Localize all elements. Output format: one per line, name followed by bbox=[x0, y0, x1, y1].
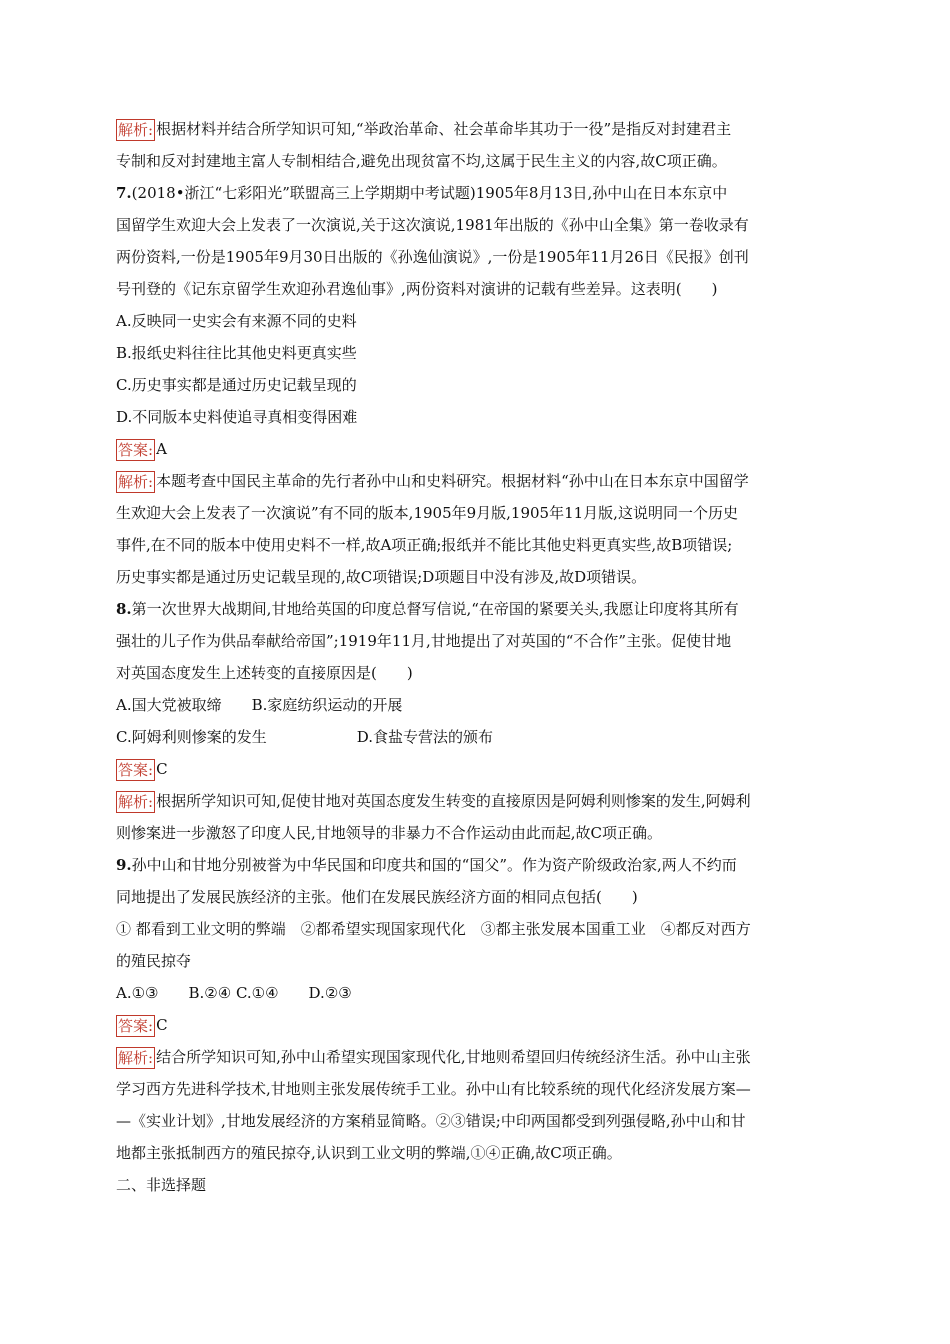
option-text: C.阿姆利则惨案的发生 D.食盐专营法的颁布 bbox=[116, 728, 493, 746]
question-line bbox=[116, 241, 838, 273]
analysis-line bbox=[116, 1041, 838, 1073]
option-text: B.报纸史料往往比其他史料更真实些 bbox=[116, 344, 357, 362]
analysis-line bbox=[116, 145, 838, 177]
option-text: A.国大党被取缔 B.家庭纺织运动的开展 bbox=[116, 696, 403, 714]
option-text: D.不同版本史料使追寻真相变得困难 bbox=[116, 408, 358, 426]
question-text: 强壮的儿子作为供品奉献给帝国”;1919年11月,甘地提出了对英国的“不合作”主张。促使甘地 bbox=[116, 632, 732, 650]
question-number: 8. bbox=[116, 600, 132, 618]
analysis-line bbox=[116, 785, 838, 817]
question-text: 对英国态度发生上述转变的直接原因是( ) bbox=[116, 664, 413, 682]
analysis-text: 事件,在不同的版本中使用史料不一样,故A项正确;报纸并不能比其他史料更真实些,故B项错误; bbox=[116, 536, 733, 554]
question-text: ① 都看到工业文明的弊端 ②都希望实现国家现代化 ③都主张发展本国重工业 ④都反对西方 bbox=[116, 920, 751, 938]
analysis-line bbox=[116, 529, 838, 561]
question-line bbox=[116, 625, 838, 657]
question-option bbox=[116, 369, 838, 401]
question-text: 号刊登的《记东京留学生欢迎孙君逸仙事》,两份资料对演讲的记载有些差异。这表明( ) bbox=[116, 280, 718, 298]
analysis-label: 解析: bbox=[118, 1049, 154, 1067]
question-text: (2018•浙江“七彩阳光”联盟高三上学期期中考试题)1905年8月13日,孙中山在日本东京中 bbox=[131, 184, 728, 202]
analysis-line bbox=[116, 497, 838, 529]
analysis-text: 本题考查中国民主革命的先行者孙中山和史料研究。根据材料“孙中山在日本东京中国留学 bbox=[156, 472, 749, 490]
analysis-line bbox=[116, 561, 838, 593]
question-line bbox=[116, 849, 838, 881]
question-option bbox=[116, 305, 838, 337]
answer-label: 答案: bbox=[118, 761, 154, 779]
question-option bbox=[116, 721, 838, 753]
analysis-label: 解析: bbox=[118, 473, 154, 491]
analysis-line bbox=[116, 817, 838, 849]
question-line bbox=[116, 177, 838, 209]
analysis-label: 解析: bbox=[118, 793, 154, 811]
answer-value: C bbox=[156, 760, 168, 778]
question-option bbox=[116, 337, 838, 369]
analysis-text: 根据材料并结合所学知识可知,“举政治革命、社会革命毕其功于一役”是指反对封建君主 bbox=[156, 120, 732, 138]
analysis-text: 地都主张抵制西方的殖民掠夺,认识到工业文明的弊端,①④正确,故C项正确。 bbox=[116, 1144, 622, 1162]
answer-label: 答案: bbox=[118, 1017, 154, 1035]
question-option bbox=[116, 977, 838, 1009]
question-number: 7. bbox=[116, 184, 132, 202]
question-line bbox=[116, 657, 838, 689]
question-line bbox=[116, 945, 838, 977]
analysis-line bbox=[116, 1137, 838, 1169]
question-option bbox=[116, 401, 838, 433]
analysis-line bbox=[116, 1105, 838, 1137]
analysis-text: 结合所学知识可知,孙中山希望实现国家现代化,甘地则希望回归传统经济生活。孙中山主张 bbox=[156, 1048, 751, 1066]
analysis-line bbox=[116, 465, 838, 497]
analysis-text: 历史事实都是通过历史记载呈现的,故C项错误;D项题目中没有涉及,故D项错误。 bbox=[116, 568, 647, 586]
question-option bbox=[116, 689, 838, 721]
answer-line bbox=[116, 433, 838, 465]
question-line bbox=[116, 273, 838, 305]
option-text: C.历史事实都是通过历史记载呈现的 bbox=[116, 376, 357, 394]
question-text: 第一次世界大战期间,甘地给英国的印度总督写信说,“在帝国的紧要关头,我愿让印度将其所有 bbox=[131, 600, 739, 618]
analysis-text: 则惨案进一步激怒了印度人民,甘地领导的非暴力不合作运动由此而起,故C项正确。 bbox=[116, 824, 663, 842]
analysis-text: 专制和反对封建地主富人专制相结合,避免出现贫富不均,这属于民生主义的内容,故C项正确。 bbox=[116, 152, 727, 170]
question-text: 孙中山和甘地分别被誉为中华民国和印度共和国的“国父”。作为资产阶级政治家,两人不约而 bbox=[131, 856, 737, 874]
answer-value: C bbox=[156, 1016, 168, 1034]
analysis-text: 根据所学知识可知,促使甘地对英国态度发生转变的直接原因是阿姆利则惨案的发生,阿姆利 bbox=[156, 792, 751, 810]
analysis-line bbox=[116, 1073, 838, 1105]
question-line bbox=[116, 593, 838, 625]
question-line bbox=[116, 881, 838, 913]
question-line bbox=[116, 209, 838, 241]
analysis-line bbox=[116, 113, 838, 145]
option-text: A.反映同一史实会有来源不同的史料 bbox=[116, 312, 357, 330]
option-text: A.①③ B.②④ C.①④ D.②③ bbox=[116, 984, 352, 1002]
analysis-text: 学习西方先进科学技术,甘地则主张发展传统手工业。孙中山有比较系统的现代化经济发展方案— bbox=[116, 1080, 751, 1098]
analysis-text: —《实业计划》,甘地发展经济的方案稍显简略。②③错误;中印两国都受到列强侵略,孙中山和甘 bbox=[116, 1112, 746, 1130]
section-heading: 二、非选择题 bbox=[116, 1176, 207, 1194]
document-content bbox=[116, 113, 838, 1201]
question-text: 同地提出了发展民族经济的主张。他们在发展民族经济方面的相同点包括( ) bbox=[116, 888, 638, 906]
analysis-text: 生欢迎大会上发表了一次演说”有不同的版本,1905年9月版,1905年11月版,这说明同一个历史 bbox=[116, 504, 738, 522]
answer-label: 答案: bbox=[118, 441, 154, 459]
analysis-label: 解析: bbox=[118, 121, 154, 139]
question-text: 国留学生欢迎大会上发表了一次演说,关于这次演说,1981年出版的《孙中山全集》第一卷收录有 bbox=[116, 216, 749, 234]
question-text: 的殖民掠夺 bbox=[116, 952, 192, 970]
answer-value: A bbox=[156, 440, 167, 458]
question-line bbox=[116, 913, 838, 945]
question-text: 两份资料,一份是1905年9月30日出版的《孙逸仙演说》,一份是1905年11月26日《民报》创刊 bbox=[116, 248, 749, 266]
question-number: 9. bbox=[116, 856, 132, 874]
answer-line bbox=[116, 753, 838, 785]
answer-line bbox=[116, 1009, 838, 1041]
